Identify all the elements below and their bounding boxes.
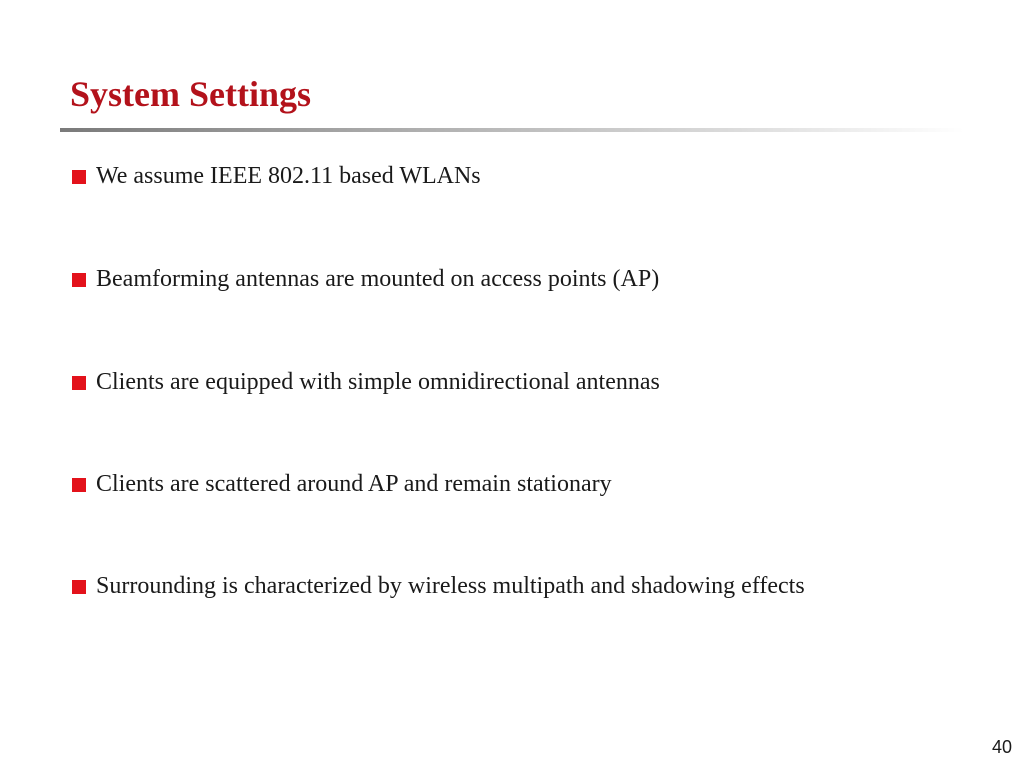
page-number: 40 (991, 737, 1012, 757)
slide-title: System Settings (70, 74, 311, 114)
bullet-text: Clients are scattered around AP and remain stationary (96, 471, 612, 497)
square-bullet-icon (72, 478, 86, 492)
bullet-item (72, 263, 659, 295)
square-bullet-icon (72, 376, 86, 390)
title-divider (60, 128, 964, 132)
square-bullet-icon (72, 170, 86, 184)
bullet-item (72, 366, 660, 398)
bullet-text: Clients are equipped with simple omnidirectional antennas (96, 369, 660, 395)
bullet-text: We assume IEEE 802.11 based WLANs (96, 163, 481, 189)
bullet-text: Beamforming antennas are mounted on access points (AP) (96, 266, 660, 292)
bullet-item (72, 570, 805, 602)
bullet-text: Surrounding is characterized by wireless multipath and shadowing effects (96, 573, 805, 599)
bullet-item (72, 468, 612, 500)
square-bullet-icon (72, 273, 86, 287)
square-bullet-icon (72, 580, 86, 594)
bullet-item (72, 160, 481, 192)
